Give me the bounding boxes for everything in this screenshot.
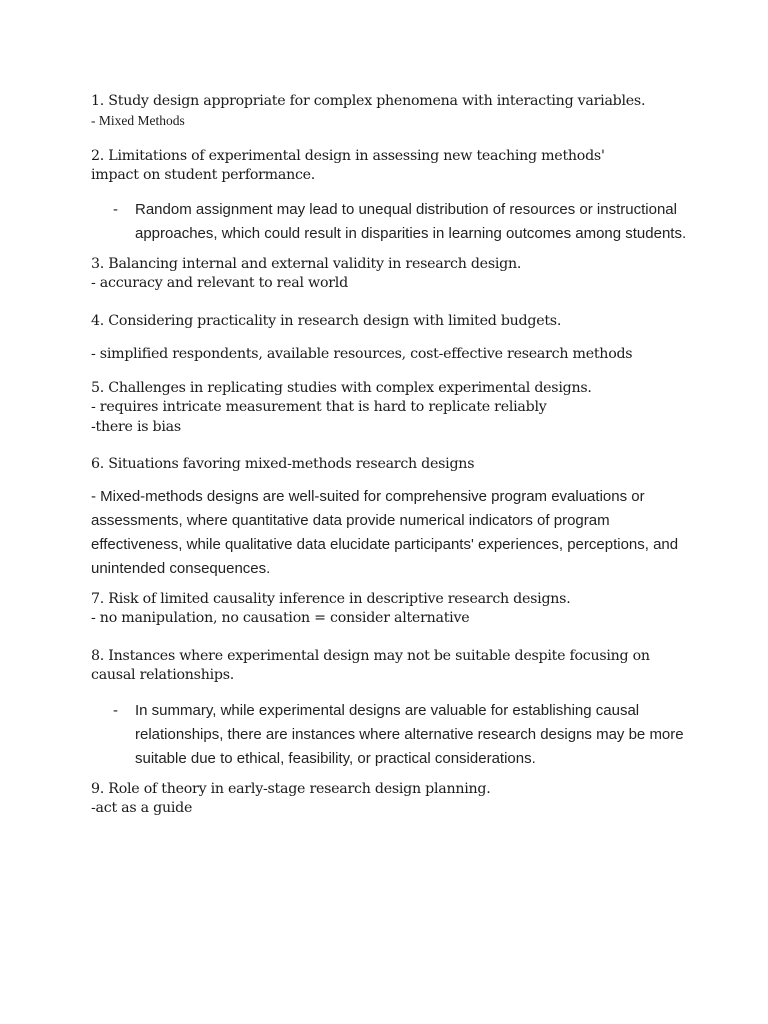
question-1: 1. Study design appropriate for complex phenomena with interacting variables. — [91, 93, 646, 109]
answer-4: - simplified respondents, available resources, cost-effective research methods — [91, 346, 633, 362]
bullet-text-2: Random assignment may lead to unequal distribution of resources or instructional approaches, which could result in disparities in learning outcomes among students. — [135, 200, 687, 242]
answer-3: - accuracy and relevant to real world — [91, 275, 348, 291]
section-6 — [91, 455, 691, 581]
question-8-line-1: 8. Instances where experimental design may not be suitable despite focusing on — [91, 647, 650, 664]
section-7 — [91, 590, 691, 629]
section-8 — [91, 647, 691, 771]
section-9 — [91, 780, 691, 819]
question-3: 3. Balancing internal and external validity in research design. — [91, 255, 522, 272]
bullet-dash: - — [113, 701, 118, 719]
question-4: 4. Considering practicality in research design with limited budgets. — [91, 312, 562, 329]
bullet-item-8 — [91, 699, 687, 771]
answer-7: - no manipulation, no causation = consider alternative — [91, 610, 470, 626]
question-7: 7. Risk of limited causality inference in descriptive research designs. — [91, 590, 571, 607]
document-page — [91, 92, 691, 819]
question-6: 6. Situations favoring mixed-methods research designs — [91, 456, 475, 472]
bullet-text-8: In summary, while experimental designs are valuable for establishing causal relationships, there are instances where alternative research designs may be more suitable due to ethical, feasibility, or practical considerations. — [135, 701, 684, 767]
bullet-dash: - — [113, 200, 118, 218]
question-2-line-2: impact on student performance. — [91, 167, 316, 183]
answer-1: - Mixed Methods — [91, 112, 185, 128]
section-5 — [91, 379, 691, 438]
question-2-line-1: 2. Limitations of experimental design in assessing new teaching methods' — [91, 147, 605, 164]
section-3 — [91, 255, 691, 294]
bullet-item-2 — [91, 198, 687, 246]
section-4 — [91, 312, 691, 365]
answer-5-line-2: -there is bias — [91, 418, 181, 435]
answer-9: -act as a guide — [91, 800, 193, 816]
answer-5-line-1: - requires intricate measurement that is hard to replicate reliably — [91, 399, 547, 415]
section-2 — [91, 147, 691, 246]
question-5: 5. Challenges in replicating studies with complex experimental designs. — [91, 379, 592, 396]
section-1 — [91, 92, 691, 130]
question-9: 9. Role of theory in early-stage research design planning. — [91, 780, 491, 797]
question-8-line-2: causal relationships. — [91, 667, 234, 683]
answer-6: - Mixed-methods designs are well-suited for comprehensive program evaluations or assessments, where quantitative data provide numerical indicators of program effectiveness, while qualitative data elucidate participants' experiences, perceptions, and unintended consequences. — [91, 487, 679, 577]
